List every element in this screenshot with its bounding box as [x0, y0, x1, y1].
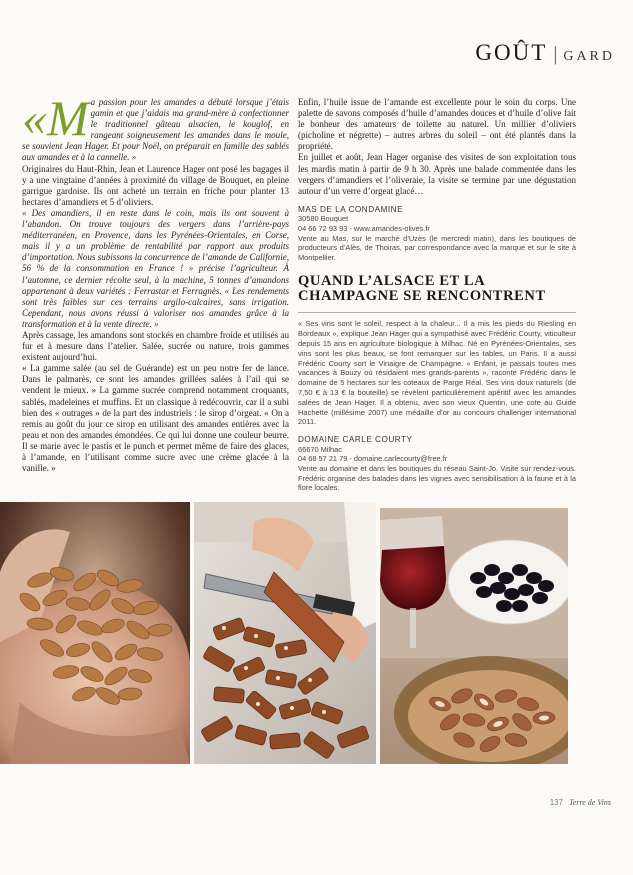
body-paragraph-3: « Des amandiers, il en reste dans le coin, mais ils ont souvent à l’abandon. On trouve toujours des vergers dans l’arrière-pays méditerranéen, en Provence, dans les Pyrénées-Orientales, en Corse, mais il y a un problème de rentabilité par rapport aux produits d’importation. Nous subissons la concurrence de l’amande de Californie, 56 % de la consommation en France ! » précise l’agriculteur. À l’automne, ce dernier récolte seul, à la machine, 5 tonnes d’amandons appartenant à deux variétés : Ferrastar et Ferragnès. « Les rendements sont très faibles sur ces terrains argilo-calcaires, sans irrigation. Cependant, nous avons réussi à valoriser nos amandes grâce à la transformation et à la vente directe. » — [22, 207, 289, 329]
right-paragraph-1: Enfin, l’huile issue de l’amande est excellente pour le soin du corps. Une palette de savons composés d’huile d’amandes douces et d’huile d’olive fait le bonheur des amateurs de toilette au naturel. Un millier d’oliviers (picholine et négrette) – autres arbres du soleil – ont été plantés dans la propriété. — [298, 97, 576, 152]
section-title: GOÛT — [475, 40, 548, 65]
wine-olives-almonds-image — [380, 508, 568, 764]
photo-almond-biscuits — [194, 502, 376, 764]
dropcap-quote: « — [22, 90, 47, 146]
page-header — [475, 40, 615, 66]
almond-biscuits-image — [194, 502, 376, 764]
address-sales: Vente au domaine et dans les boutiques du réseau Saint-Jo. Visite sur rendez-vous. Frédéric organise des balades dans les vignes avec sensibilisation à la faune et à la flore locales. — [298, 463, 576, 493]
lead-text: a passion pour les amandes a débuté lorsque j’étais gamin et que j’aidais ma grand-mère à confectionner le traditionnel gâteau alsacien, le kouglof, en rangeant soigneusement les amandes dans le moule, se souvient Jean Hager. Et pour Noël, on préparait en famille des sablés aux amandes et à la cannelle. » — [22, 97, 289, 163]
subheading: QUAND L’ALSACE ET LA CHAMPAGNE SE RENCONTRENT — [298, 273, 546, 305]
photo-strip — [0, 502, 633, 772]
magazine-logo: Terre de Vins — [569, 798, 611, 807]
body-paragraph-5: « La gamme salée (au sel de Guérande) est un peu notre fer de lance. Dans le palmarès, ce sont les amandes grillées salées à l’ail qui se vendent le mieux. » La gamme sucrée comprend notamment croquants, sablés, madeleines et muffins. Et un classique à redécouvrir, car il a subi bien des « outrages » de la part des industriels : le sirop d’orgeat. « On a remis au goût du jour ce sirop en utilisant des amandes entières avec la peau et non des amandes émondées. Ce qui lui donne une couleur beurre. Il se marie avec le pastis et le punch et permet même de faire des glaces, à l’amande, en l’utilisant comme sucre avec une crème glacée à la vanille. » — [22, 363, 289, 474]
address-block-domaine — [298, 435, 576, 493]
body-paragraph-4: Après cassage, les amandons sont stockés en chambre froide et utilisés au fur et à mesure dans l’atelier. Salée, sucrée ou nature, trois gammes existent aujourd’hui. — [22, 329, 289, 363]
body-paragraph-2: Originaires du Haut-Rhin, Jean et Laurence Hager ont posé les bagages il y a une vingtaine d’années à proximité du village de Bouquet, en pleine garrigue gardoise. Ils ont acheté un terrain en friche pour planter 13 hectares d’amandiers et 5 d’oliviers. — [22, 163, 289, 207]
right-column — [298, 97, 576, 493]
address-name: MAS DE LA CONDAMINE — [298, 204, 404, 214]
address-line: 30580 Bouquet — [298, 214, 349, 224]
photo-wine-olives-almonds — [380, 508, 568, 764]
almonds-in-hands-image — [0, 502, 190, 764]
address-sales: Vente au Mas, sur le marché d’Uzès (le mercredi matin), dans les boutiques de producteurs d’Alès, de Thoiras, par correspondance avec la marque et sur le site à Montpellier. — [298, 233, 576, 262]
photo-almonds-in-hands — [0, 502, 190, 764]
dropcap-letter: M — [47, 90, 89, 146]
right-paragraph-2: En juillet et août, Jean Hager organise des visites de son exploitation tous les mardis matin à partir de 9 h 30. Après une balade commentée dans les vergers d’amandiers et l’oliveraie, la visite se termine par une dégustation autour d’un verre d’orgeat glacé… — [298, 152, 576, 196]
address-block-mas — [298, 205, 576, 263]
section-subtitle: GARD — [563, 49, 615, 64]
page-footer — [550, 798, 611, 807]
left-column — [22, 90, 289, 474]
address-contact: 04 66 72 93 93 - www.amandes-olives.fr — [298, 224, 430, 234]
address-line: 66670 Milhac — [298, 444, 342, 454]
address-contact: 04 68 57 21 79 - domaine.carlecourty@free.fr — [298, 454, 448, 464]
dropcap — [22, 90, 89, 146]
address-name: DOMAINE CARLE COURTY — [298, 435, 413, 445]
header-separator: | — [553, 43, 558, 65]
sidebar-paragraph: « Ses vins sont le soleil, respect à la chaleur... Il a mis les pieds du Riesling en Bordeaux », explique Jean Hager qui a sympathisé avec Frédéric Courty, viticulteur depuis 15 ans en agriculture biologique à Milhac. Né en Pyrénées-Orientales, ses vins sont les plus beaux, se font remarquer sur les tables, un Paris. Il a aussi Frédéric Courty sort le Vinaigre de Champagne. « Enfant, je passais toutes mes vacances à Bouzy où résidaient mes grands-parents », raconte Frédéric dans le domaine de 5 hectares sur les coteaux de Parge Réal. Ses vins doux naturels (de 7,50 € à 13 € la bouteille) se révèlent particulièrement apéritif avec les amandes salées de Jean Hager. Il a obtenu, avec son vieux Quentin, une cote au Guide Hachette (millésime 2007) une médaille d’or au concours challenger international 2011. — [298, 319, 576, 427]
page-number: 137 — [549, 798, 564, 807]
lead-paragraph — [22, 90, 289, 164]
divider — [298, 312, 576, 313]
